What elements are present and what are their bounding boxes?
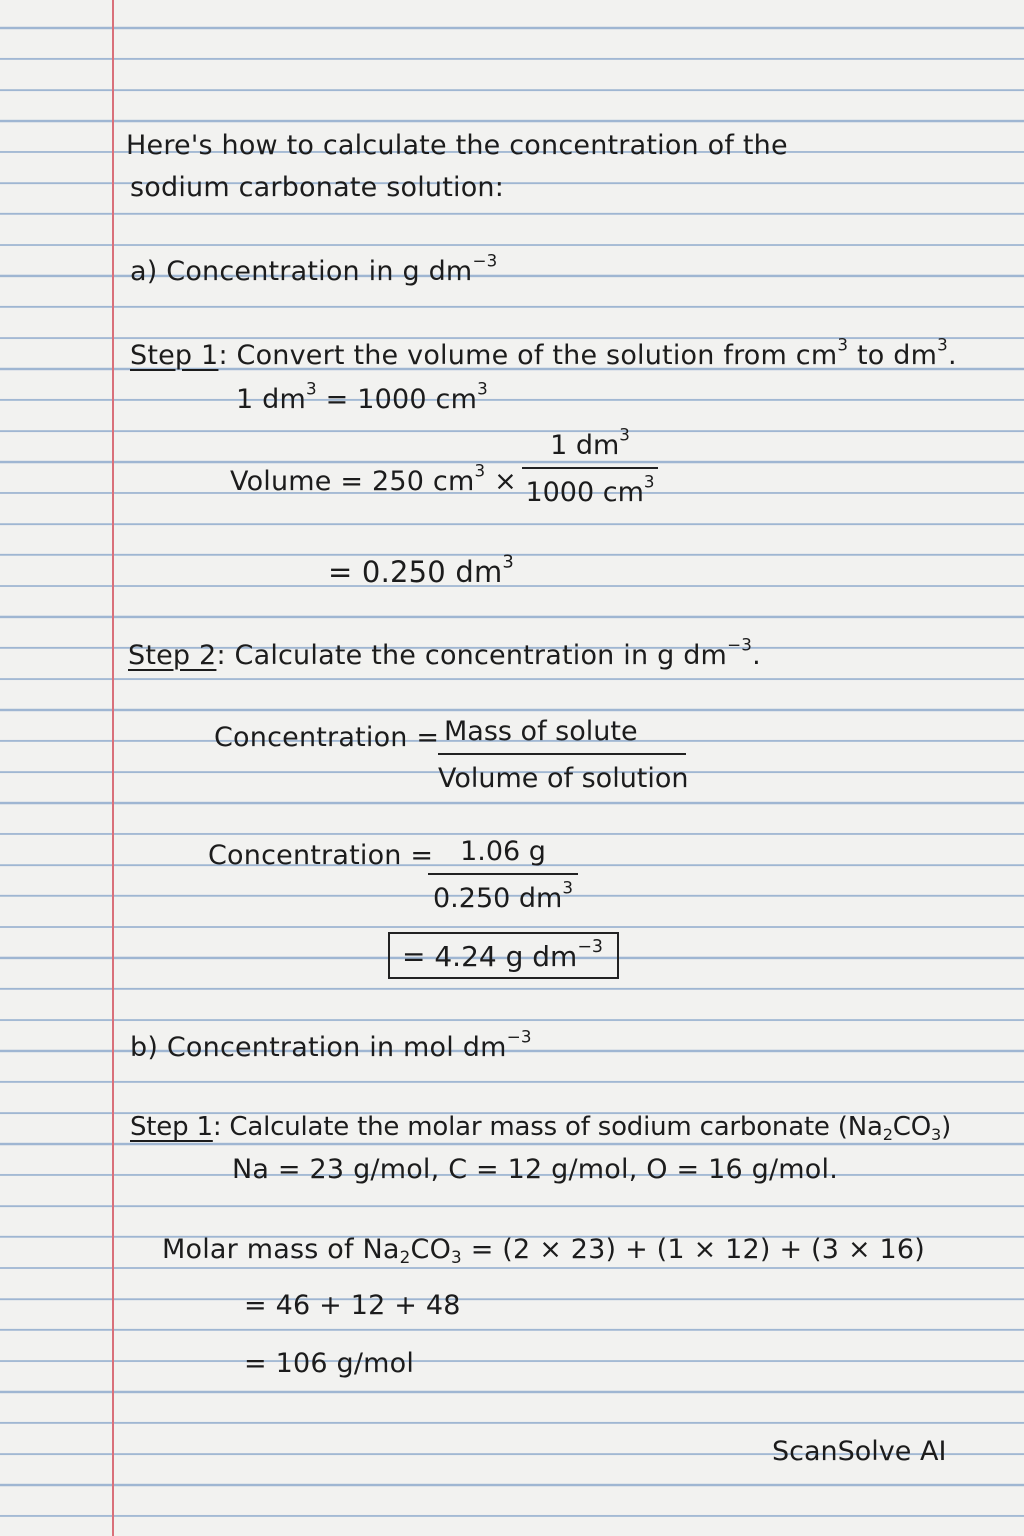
step-label: Step 1 [130,1112,213,1142]
molar-mass-result: = 106 g/mol [244,1348,415,1379]
brand-signature: ScanSolve AI [772,1436,947,1467]
calc-numerator: 1.06 g [460,836,546,867]
formula-denominator: Volume of solution [438,762,689,794]
part-a-step-1: Step 1: Convert the volume of the solution from $cm^3$ to $dm^3$. [130,334,957,371]
fraction-denominator: 1000 $cm^3$ [525,471,655,508]
calc-fraction [428,836,578,914]
formula-fraction [438,716,689,794]
part-b-heading: b) Concentration in mol $dm^{-3}$ [130,1026,532,1063]
unit-conversion: 1 $dm^3 = 1000$ $cm^3$ [236,378,488,415]
volume-result: = 0.250 $dm^3$ [328,551,515,589]
part-a-step-2: Step 2: Calculate the concentration in g $dm^{-3}$. [128,634,761,671]
calc-denominator: 0.250 $dm^3$ [433,877,573,914]
formula-numerator: Mass of solute [444,716,638,747]
step-label: Step 1 [130,340,219,371]
intro-line-1: Here's how to calculate the concentration of the [126,130,788,161]
atomic-masses: Na = 23 g/mol, C = 12 g/mol, O = 16 g/mol. [232,1154,839,1185]
volume-equation-lhs: Volume = 250 $cm^3$ × [230,460,517,497]
margin-line [112,0,114,1536]
molar-mass-equation: Molar mass of $Na_2CO_3 = (2 \times 23) + (1 \times 12) + (3 \times 16)$ [162,1234,926,1268]
fraction-bar [522,467,658,469]
volume-fraction [522,424,658,508]
fraction-numerator: 1 $dm^3$ [550,424,630,461]
times-sign: × [494,466,517,497]
step-label: Step 2 [128,640,217,671]
calc-lhs: Concentration = [208,840,434,871]
part-b-step-1: Step 1: Calculate the molar mass of sodium carbonate $(Na_2CO_3)$ [130,1112,952,1144]
part-a-heading: a) Concentration in g $dm^{-3}$ [130,250,498,287]
fraction-bar [428,873,578,875]
answer-box-g-dm3: = 4.24 g $dm^{-3}$ [388,932,619,979]
fraction-bar [438,753,686,755]
intro-line-2: sodium carbonate solution: [130,172,505,203]
formula-lhs: Concentration = [214,722,440,753]
molar-mass-sum: = 46 + 12 + 48 [244,1290,461,1321]
